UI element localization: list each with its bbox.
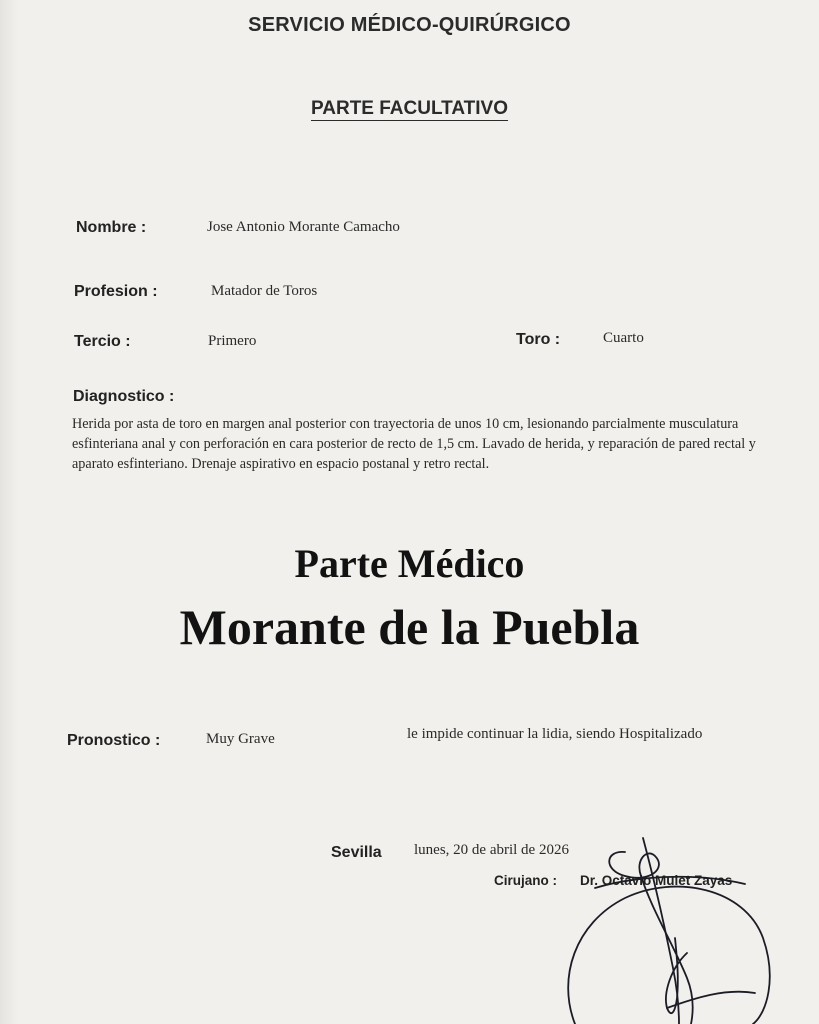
tercio-label: Tercio : [74, 333, 131, 350]
city-label: Sevilla [331, 844, 382, 861]
surgeon-label: Cirujano : [494, 873, 557, 888]
nombre-label: Nombre : [76, 219, 147, 236]
document-title [0, 98, 819, 120]
diagnostico-text: Herida por asta de toro en margen anal posterior con trayectoria de unos 10 cm, lesionando parcialmente musculatura esfinteriana anal y con perforación en cara posterior de recto de 1,5 cm. Lavado de herida, y reparación de pared rectal y aparato esfinteriano. Drenaje aspirativo en espacio postanal y retro rectal. [72, 416, 756, 472]
diagnostico-label: Diagnostico : [73, 388, 175, 405]
tercio-value: Primero [208, 333, 257, 349]
paper-edge [0, 0, 18, 1024]
date-value: lunes, 20 de abril de 2026 [414, 842, 569, 858]
pronostico-value: Muy Grave [206, 731, 275, 747]
profesion-label: Profesion : [74, 283, 158, 300]
profesion-value: Matador de Toros [211, 283, 318, 299]
service-header: SERVICIO MÉDICO-QUIRÚRGICO [248, 14, 571, 36]
pronostico-label: Pronostico : [67, 732, 161, 749]
nombre-value: Jose Antonio Morante Camacho [207, 219, 400, 235]
surgeon-name: Dr. Octavio Mulet Zayas [580, 873, 733, 888]
document-title-text: PARTE FACULTATIVO [310, 98, 509, 119]
pronostico-note: le impide continuar la lidia, siendo Hospitalizado [407, 726, 703, 742]
toro-value: Cuarto [603, 330, 644, 346]
overlay-title: Morante de la Puebla [179, 599, 640, 655]
signature-icon [555, 828, 785, 1024]
toro-label: Toro : [516, 331, 561, 348]
overlay-subtitle: Parte Médico [294, 541, 525, 586]
